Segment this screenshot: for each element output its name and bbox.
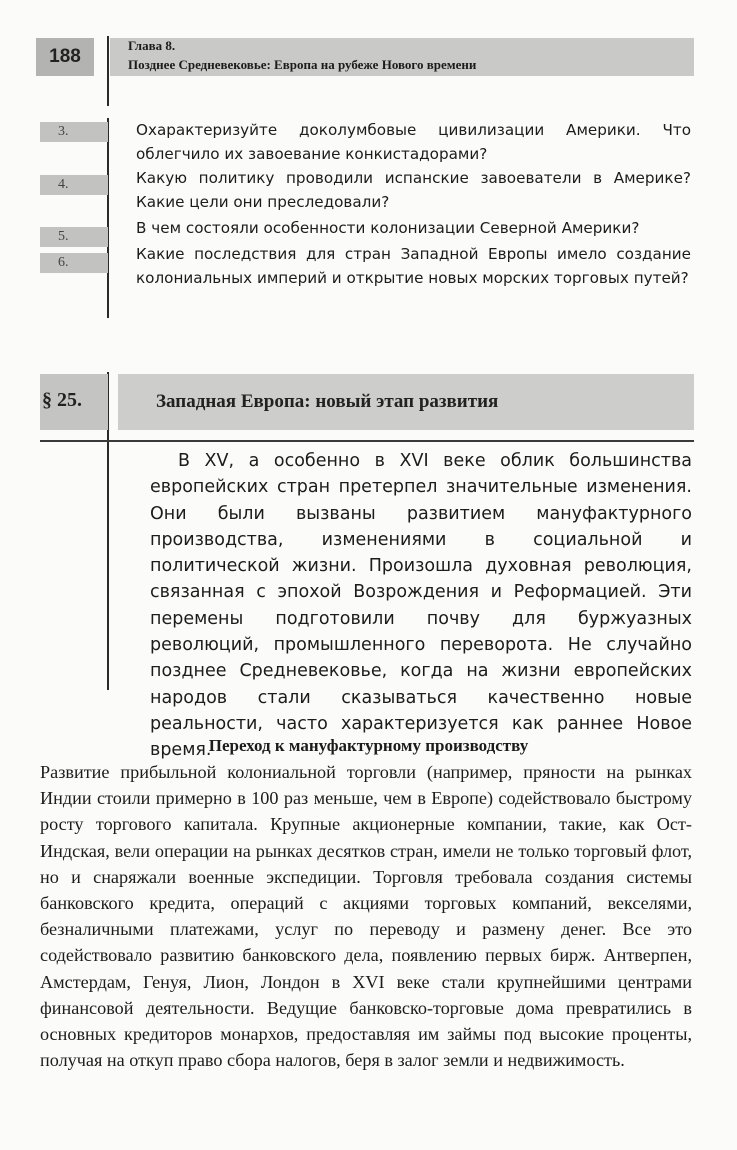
intro-paragraph: В XV, а особенно в XVI веке облик большинства европейских стран претерпел значительные изменения. Они были вызваны развитием мануфактурного производства, изменениями в социальной и политической жизни. Произошла духовная революция, связанная с эпохой Возрождения и Реформацией. Эти перемены подготовили почву для буржуазных революций, промышленного переворота. Не случайно позднее Средневековье, когда на жизни европейских народов стали сказываться качественно новые реальности, часто характеризуется как раннее Новое время. [150, 451, 692, 761]
subsection-heading: Переход к мануфактурному производству [208, 736, 529, 755]
question-number-box [40, 227, 108, 247]
question-number: 5. [58, 229, 69, 244]
body-paragraph: Развитие прибыльной колониальной торговли (например, пряности на рынках Индии стоили примерно в 100 раз меньше, чем в Европе) содействовало быстрому росту торгового капитала. Крупные акционерные компании, такие, как Ост-Индская, вели операции на рынках десятков стран, имели не только торговый флот, но и снаряжали военные экспедиции. Торговля требовала создания системы банковского кредита, операций с акциями торговых компаний, векселями, безналичными платежами, услуг по переводу и размену денег. Все это содействовало развитию банковского дела, появлению первых бирж. Антверпен, Амстердам, Генуя, Лион, Лондон в XVI веке стали крупнейшими центрами финансовой деятельности. Ведущие банковско-торговые дома превратились в основных кредиторов монархов, предоставляя им займы под высокие проценты, получая на откуп право сбора налогов, беря в залог земли и недвижимость. [40, 762, 692, 1071]
question-text: В чем состояли особенности колонизации Северной Америки? [136, 219, 640, 237]
chapter-label: Глава 8. [128, 38, 176, 53]
question-number-box [40, 122, 108, 142]
question-number: 3. [58, 124, 69, 139]
section-rule [40, 440, 694, 442]
chapter-title: Позднее Средневековье: Европа на рубеже Нового времени [128, 57, 477, 72]
question-text: Какие последствия для стран Западной Европы имело создание колониальных империй и открытие новых морских торговых путей? [136, 245, 691, 287]
question-text: Охарактеризуйте доколумбовые цивилизации Америки. Что облегчило их завоевание конкистадорами? [136, 121, 691, 163]
section-number: § 25. [42, 389, 82, 411]
question-text: Какую политику проводили испанские завоеватели в Америке? Какие цели они преследовали? [136, 169, 691, 211]
question-number: 6. [58, 255, 69, 270]
question-number-box [40, 175, 108, 195]
section-title: Западная Европа: новый этап развития [156, 391, 499, 412]
question-number: 4. [58, 177, 69, 192]
header-divider [107, 36, 109, 106]
question-number-box [40, 253, 108, 273]
page-number: 188 [36, 38, 94, 76]
questions-divider [107, 118, 109, 318]
